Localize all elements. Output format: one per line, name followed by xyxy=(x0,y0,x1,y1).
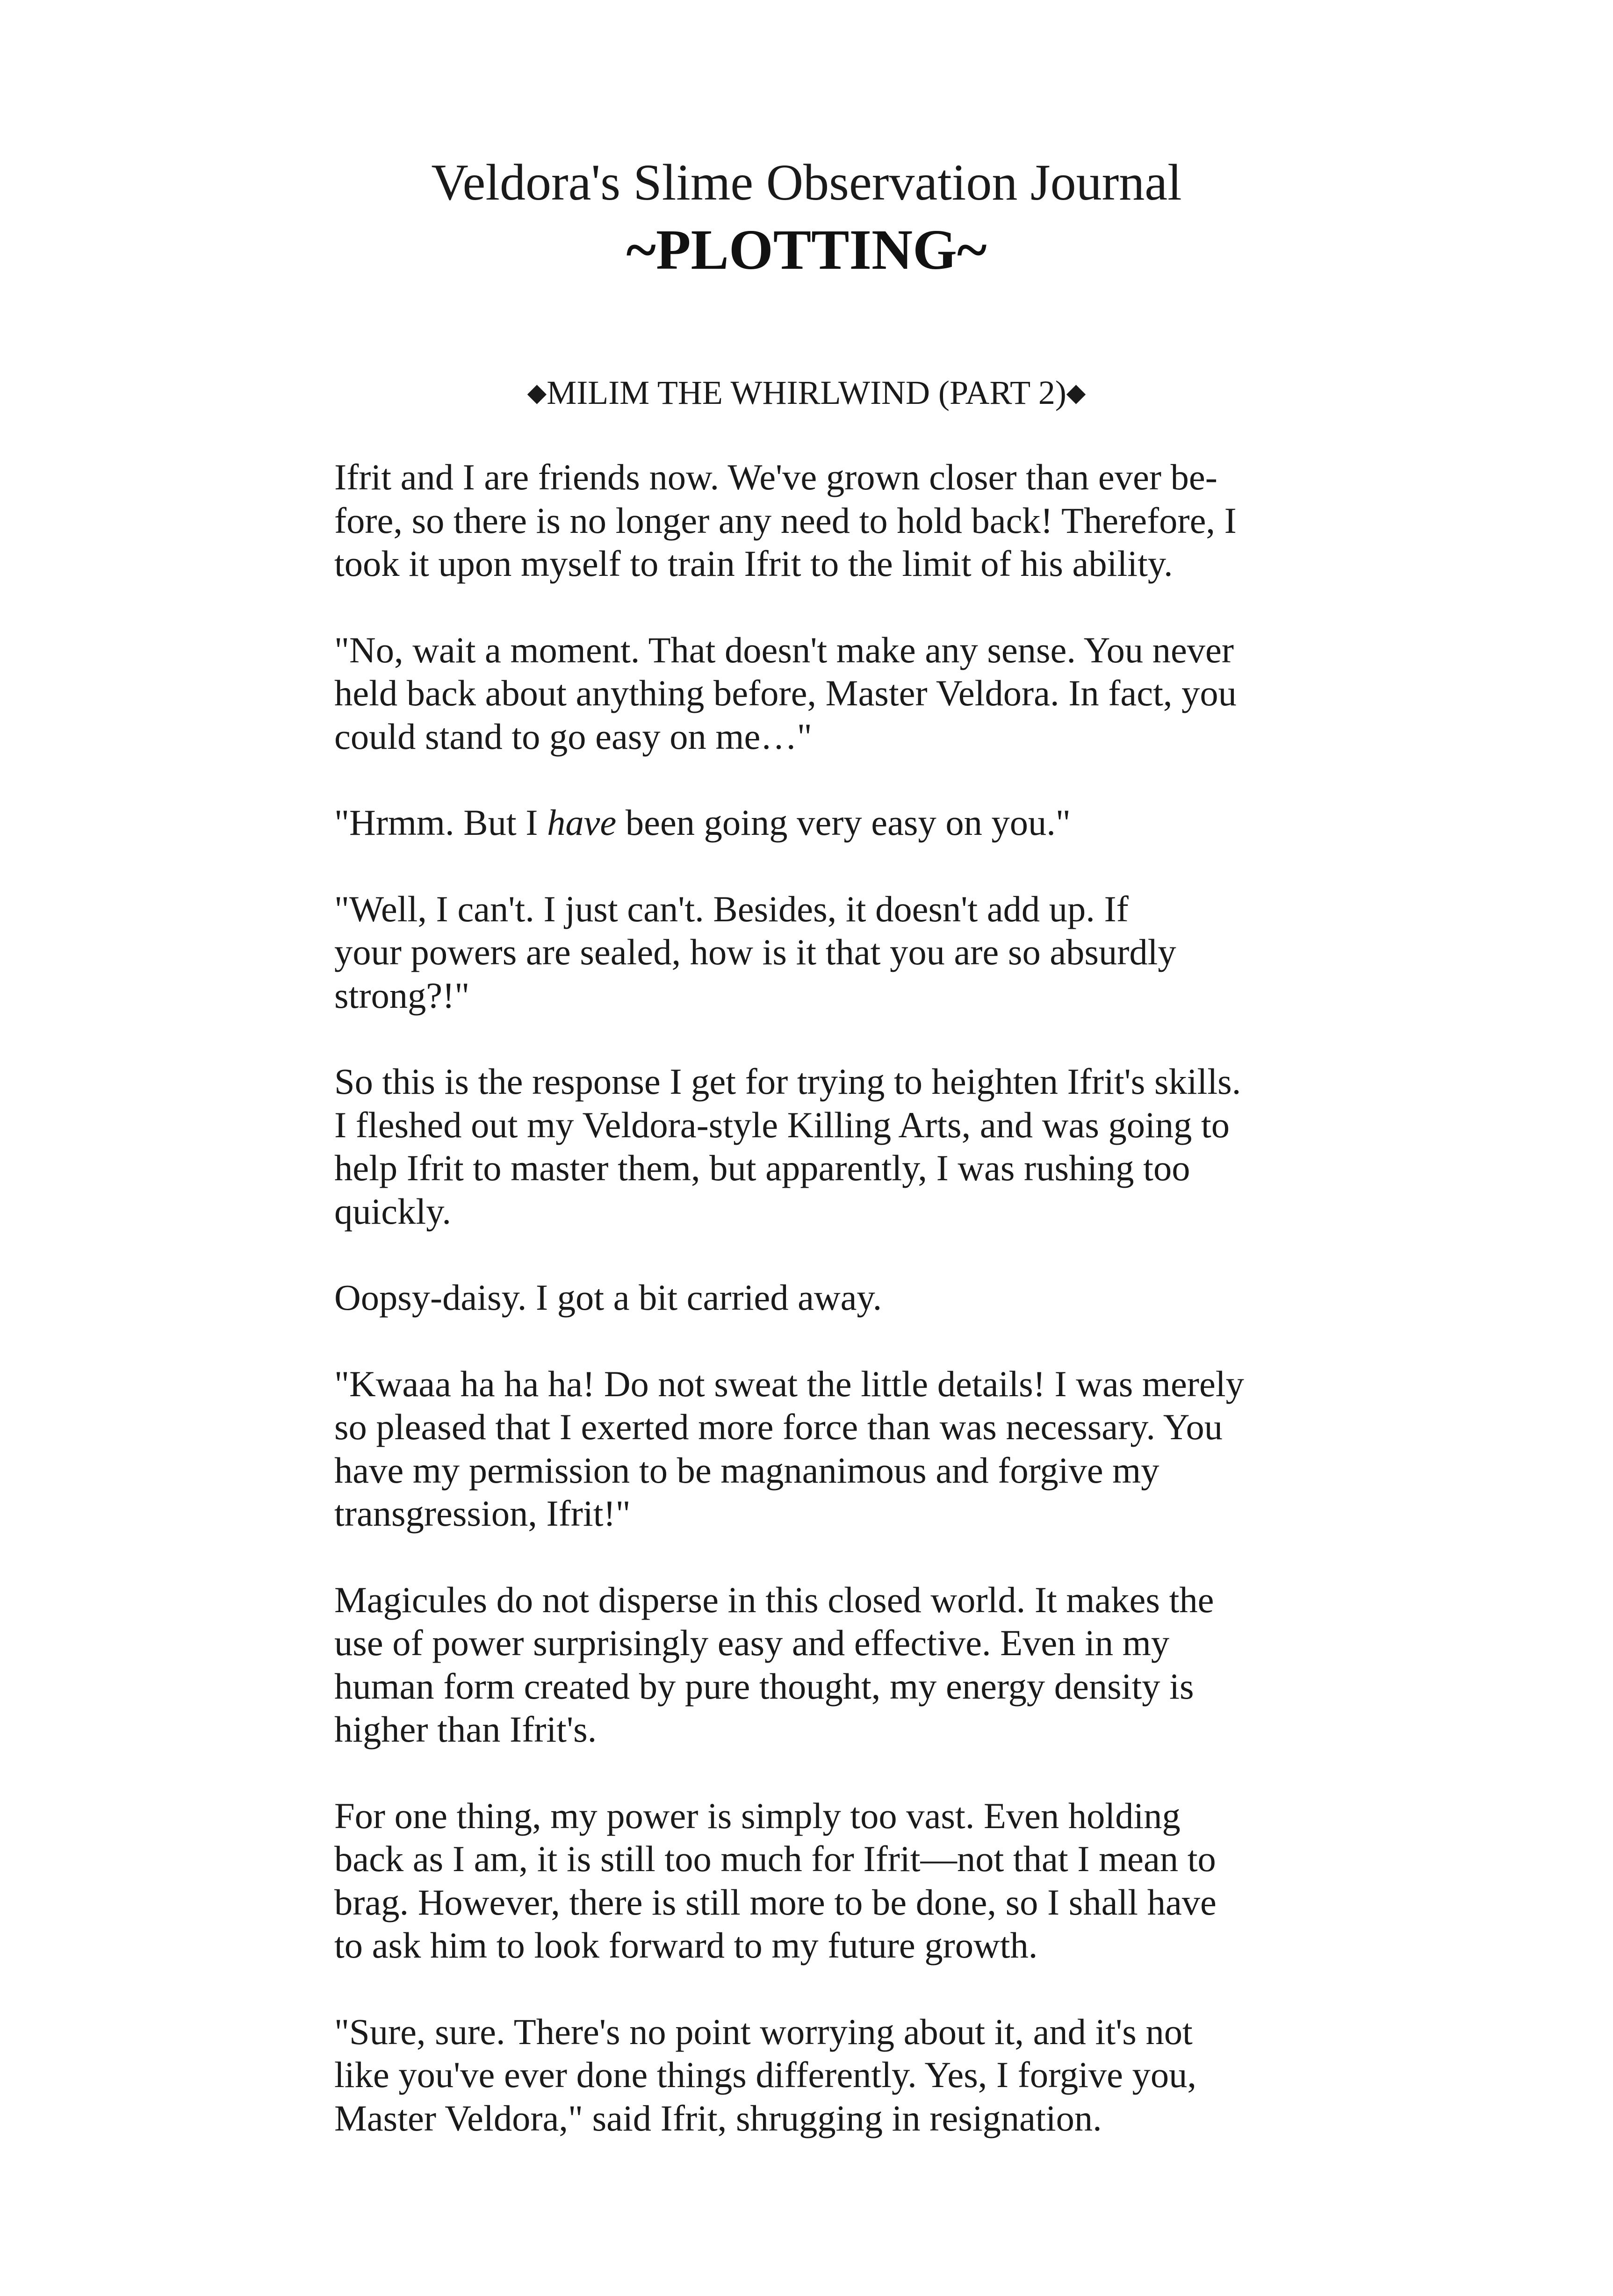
text-line: your powers are sealed, how is it that you are so absurdly xyxy=(334,932,1176,972)
text-line: So this is the response I get for trying to heighten Ifrit's skills. xyxy=(334,1061,1241,1102)
diamond-left-icon: ◆ xyxy=(527,379,547,407)
text-line: Oopsy-daisy. I got a bit carried away. xyxy=(334,1277,882,1318)
section-heading xyxy=(0,369,1613,419)
text-line: help Ifrit to master them, but apparently, I was rushing too xyxy=(334,1148,1190,1188)
text-line: could stand to go easy on me…" xyxy=(334,716,812,757)
text-line: Magicules do not disperse in this closed world. It makes the xyxy=(334,1579,1214,1620)
text-line xyxy=(334,801,1297,845)
text-line: "No, wait a moment. That doesn't make any sense. You never xyxy=(334,629,1234,670)
paragraph xyxy=(334,1794,1297,1967)
text-line: "Well, I can't. I just can't. Besides, it doesn't add up. If xyxy=(334,888,1129,929)
text-line: I fleshed out my Veldora-style Killing Arts, and was going to xyxy=(334,1104,1230,1145)
text-line: strong?!" xyxy=(334,975,470,1016)
text-line: to ask him to look forward to my future growth. xyxy=(334,1925,1038,1966)
text-line: human form created by pure thought, my energy density is xyxy=(334,1665,1194,1707)
text-line: back as I am, it is still too much for Ifrit—not that I mean to xyxy=(334,1838,1216,1879)
text-line: quickly. xyxy=(334,1191,451,1232)
text-line: For one thing, my power is simply too vast. Even holding xyxy=(334,1795,1181,1836)
paragraph xyxy=(334,801,1297,845)
text-run: "Hrmm. But I xyxy=(334,802,547,843)
text-line: took it upon myself to train Ifrit to the limit of his ability. xyxy=(334,543,1173,584)
body-text xyxy=(334,456,1297,2183)
title-block xyxy=(0,150,1613,285)
text-line: have my permission to be magnanimous and forgive my xyxy=(334,1449,1159,1491)
paragraph xyxy=(334,456,1297,586)
text-line: use of power surprisingly easy and effective. Even in my xyxy=(334,1622,1170,1663)
diamond-right-icon: ◆ xyxy=(1066,379,1086,407)
text-line: fore, so there is no longer any need to hold back! Therefore, I xyxy=(334,500,1237,541)
text-line: "Kwaaa ha ha ha! Do not sweat the little details! I was merely xyxy=(334,1363,1244,1404)
paragraph xyxy=(334,1578,1297,1751)
paragraph xyxy=(334,1363,1297,1535)
text-line: like you've ever done things differently. Yes, I forgive you, xyxy=(334,2054,1197,2095)
text-line: transgression, Ifrit!" xyxy=(334,1493,631,1534)
text-line: Ifrit and I are friends now. We've grown closer than ever be- xyxy=(334,457,1217,497)
paragraph xyxy=(334,888,1297,1018)
text-line: held back about anything before, Master Veldora. In fact, you xyxy=(334,673,1237,713)
text-line: so pleased that I exerted more force than was necessary. You xyxy=(334,1406,1223,1447)
section-heading-text: MILIM THE WHIRLWIND (PART 2) xyxy=(547,374,1066,411)
text-line: "Sure, sure. There's no point worrying about it, and it's not xyxy=(334,2011,1193,2052)
emphasis-text: have xyxy=(547,802,617,843)
text-line: brag. However, there is still more to be done, so I shall have xyxy=(334,1881,1217,1923)
text-line: Master Veldora," said Ifrit, shrugging in resignation. xyxy=(334,2097,1102,2138)
document-subtitle: ~PLOTTING~ xyxy=(626,218,987,281)
paragraph xyxy=(334,629,1297,759)
document-title: Veldora's Slime Observation Journal xyxy=(431,154,1182,211)
paragraph xyxy=(334,2010,1297,2140)
paragraph xyxy=(334,1276,1297,1320)
paragraph xyxy=(334,1060,1297,1233)
text-line: higher than Ifrit's. xyxy=(334,1709,597,1750)
text-run: been going very easy on you." xyxy=(616,802,1071,843)
